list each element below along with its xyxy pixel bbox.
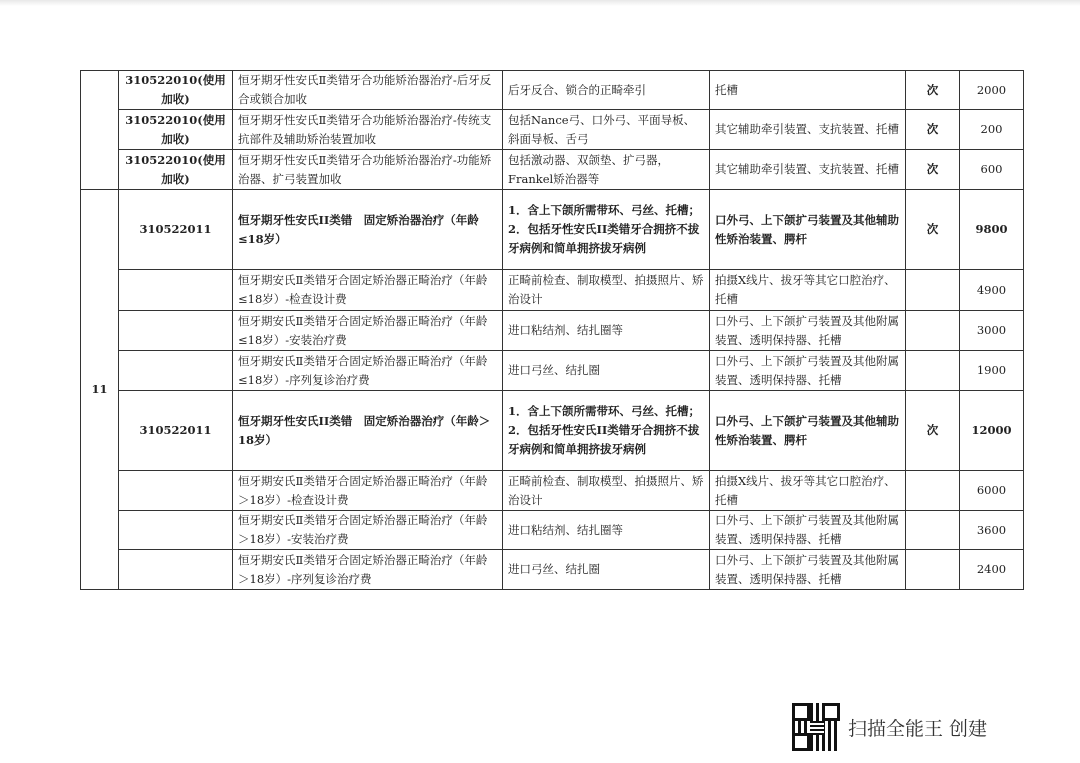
item-excluded: 口外弓、上下颌扩弓装置及其他附属装置、透明保持器、托槽 <box>710 351 906 391</box>
item-name: 恒牙期牙性安氏II类错 固定矫治器治疗（年龄≤18岁） <box>233 190 503 270</box>
item-excluded: 拍摄X线片、拔牙等其它口腔治疗、托槽 <box>710 471 906 511</box>
item-name: 恒牙期牙性安氏Ⅱ类错牙合功能矫治器治疗-功能矫治器、扩弓装置加收 <box>233 150 503 190</box>
item-content: 包括激动器、双颌垫、扩弓器，Frankel矫治器等 <box>503 150 710 190</box>
item-unit: 次 <box>906 391 960 471</box>
item-name: 恒牙期牙性安氏Ⅱ类错牙合功能矫治器治疗-后牙反合或锁合加收 <box>233 71 503 110</box>
item-code <box>119 351 233 391</box>
page-top-edge <box>0 0 1080 6</box>
item-code: 310522011 <box>119 391 233 471</box>
item-price: 3000 <box>960 311 1024 351</box>
item-excluded: 口外弓、上下颌扩弓装置及其他附属装置、透明保持器、托槽 <box>710 311 906 351</box>
item-code <box>119 511 233 550</box>
item-content: 后牙反合、锁合的正畸牵引 <box>503 71 710 110</box>
item-excluded: 口外弓、上下颌扩弓装置及其他附属装置、透明保持器、托槽 <box>710 550 906 590</box>
item-content: 进口弓丝、结扎圈 <box>503 550 710 590</box>
item-code: 310522011 <box>119 190 233 270</box>
item-code: 310522010(使用加收) <box>119 71 233 110</box>
item-content: 进口粘结剂、结扎圈等 <box>503 311 710 351</box>
item-code <box>119 270 233 311</box>
table-row <box>81 471 1024 511</box>
item-code: 310522010(使用加收) <box>119 110 233 150</box>
table-row <box>81 190 1024 270</box>
item-unit: 次 <box>906 71 960 110</box>
item-name: 恒牙期安氏Ⅱ类错牙合固定矫治器正畸治疗（年龄＞18岁）-安装治疗费 <box>233 511 503 550</box>
item-excluded: 托槽 <box>710 71 906 110</box>
item-name: 恒牙期安氏Ⅱ类错牙合固定矫治器正畸治疗（年龄≤18岁）-序列复诊治疗费 <box>233 351 503 391</box>
item-content: 1．含上下颌所需带环、弓丝、托槽；2．包括牙性安氏II类错牙合拥挤不拔牙病例和简单拥挤拔牙病例 <box>503 391 710 471</box>
table-row <box>81 311 1024 351</box>
item-name: 恒牙期安氏Ⅱ类错牙合固定矫治器正畸治疗（年龄＞18岁）-序列复诊治疗费 <box>233 550 503 590</box>
item-excluded: 口外弓、上下颌扩弓装置及其他辅助性矫治装置、腭杆 <box>710 190 906 270</box>
item-content: 1．含上下颌所需带环、弓丝、托槽；2．包括牙性安氏II类错牙合拥挤不拔牙病例和简单拥挤拔牙病例 <box>503 190 710 270</box>
item-unit: 次 <box>906 110 960 150</box>
table-row <box>81 550 1024 590</box>
item-price: 12000 <box>960 391 1024 471</box>
item-price: 6000 <box>960 471 1024 511</box>
table-row <box>81 391 1024 471</box>
item-content: 正畸前检查、制取模型、拍摄照片、矫治设计 <box>503 270 710 311</box>
item-price: 3600 <box>960 511 1024 550</box>
item-unit <box>906 270 960 311</box>
item-code <box>119 471 233 511</box>
item-price: 2400 <box>960 550 1024 590</box>
item-price: 1900 <box>960 351 1024 391</box>
item-content: 包括Nance弓、口外弓、平面导板、斜面导板、舌弓 <box>503 110 710 150</box>
item-unit <box>906 471 960 511</box>
item-price: 2000 <box>960 71 1024 110</box>
fee-table <box>80 70 1024 590</box>
watermark-text: 扫描全能王 创建 <box>848 717 988 740</box>
item-excluded: 口外弓、上下颌扩弓装置及其他辅助性矫治装置、腭杆 <box>710 391 906 471</box>
item-name: 恒牙期安氏Ⅱ类错牙合固定矫治器正畸治疗（年龄≤18岁）-安装治疗费 <box>233 311 503 351</box>
item-name: 恒牙期牙性安氏II类错 固定矫治器治疗（年龄＞18岁） <box>233 391 503 471</box>
scanner-watermark <box>792 704 1022 750</box>
item-content: 进口粘结剂、结扎圈等 <box>503 511 710 550</box>
item-content: 正畸前检查、制取模型、拍摄照片、矫治设计 <box>503 471 710 511</box>
table-row <box>81 110 1024 150</box>
item-excluded: 拍摄X线片、拔牙等其它口腔治疗、托槽 <box>710 270 906 311</box>
item-excluded: 口外弓、上下颌扩弓装置及其他附属装置、透明保持器、托槽 <box>710 511 906 550</box>
item-unit: 次 <box>906 190 960 270</box>
item-code: 310522010(使用加收) <box>119 150 233 190</box>
table-row <box>81 351 1024 391</box>
item-code <box>119 311 233 351</box>
seq-number: 11 <box>81 190 119 590</box>
item-name: 恒牙期安氏Ⅱ类错牙合固定矫治器正畸治疗（年龄＞18岁）-检查设计费 <box>233 471 503 511</box>
item-unit <box>906 311 960 351</box>
item-name: 恒牙期牙性安氏Ⅱ类错牙合功能矫治器治疗-传统支抗部件及辅助矫治装置加收 <box>233 110 503 150</box>
qr-code-icon <box>792 703 840 751</box>
table-row <box>81 150 1024 190</box>
item-unit <box>906 550 960 590</box>
item-price: 9800 <box>960 190 1024 270</box>
item-price: 4900 <box>960 270 1024 311</box>
table-row <box>81 511 1024 550</box>
item-excluded: 其它辅助牵引装置、支抗装置、托槽 <box>710 110 906 150</box>
item-unit: 次 <box>906 150 960 190</box>
table-row <box>81 71 1024 110</box>
item-price: 200 <box>960 110 1024 150</box>
item-excluded: 其它辅助牵引装置、支抗装置、托槽 <box>710 150 906 190</box>
seq-cell-continued <box>81 71 119 190</box>
item-name: 恒牙期安氏Ⅱ类错牙合固定矫治器正畸治疗（年龄≤18岁）-检查设计费 <box>233 270 503 311</box>
item-price: 600 <box>960 150 1024 190</box>
item-content: 进口弓丝、结扎圈 <box>503 351 710 391</box>
item-unit <box>906 511 960 550</box>
table-row <box>81 270 1024 311</box>
item-unit <box>906 351 960 391</box>
item-code <box>119 550 233 590</box>
